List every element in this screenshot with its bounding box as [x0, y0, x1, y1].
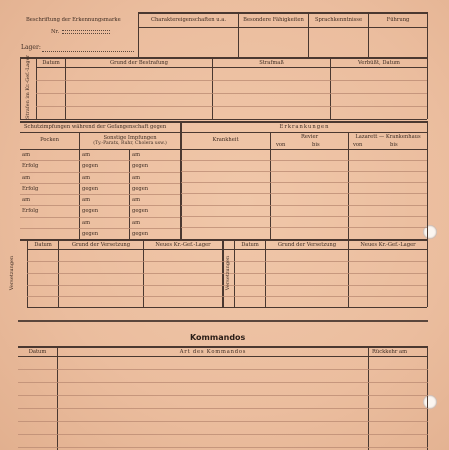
strafen-datum-header: Datum: [42, 60, 60, 66]
lager-field[interactable]: [42, 51, 134, 52]
nr-label: Nr.: [51, 29, 60, 35]
nr-field[interactable]: [62, 29, 110, 35]
impfung-cell[interactable]: gegen: [132, 185, 149, 192]
strafen-side-label: Strafen im Kr.-Gef.-Lager: [25, 55, 31, 119]
impfung-cell[interactable]: am: [132, 174, 141, 181]
impfung-cell[interactable]: am: [132, 219, 141, 226]
punch-hole-lower: [423, 395, 437, 409]
impfung-cell[interactable]: gegen: [132, 163, 149, 170]
impfung-cell[interactable]: am: [82, 219, 91, 226]
impfung-cell[interactable]: am: [82, 152, 91, 158]
fold-line: [18, 320, 428, 322]
impfung-cell[interactable]: am: [22, 197, 31, 203]
kommandos-rueckkehr-header: Rückkehr am: [372, 349, 407, 355]
kommandos-art-header: Art des Kommandos: [179, 349, 247, 355]
revier-header: Revier: [300, 134, 319, 140]
kommandos-datum-header: Datum: [28, 349, 47, 355]
impfung-cell[interactable]: Erfolg: [22, 208, 39, 215]
lazarett-header: Lazarett — Krankenhaus: [355, 134, 421, 140]
impfung-cell[interactable]: am: [132, 197, 141, 203]
impfung-cell[interactable]: gegen: [82, 185, 99, 192]
pocken-header: Pocken: [40, 137, 59, 143]
impfung-cell[interactable]: gegen: [132, 208, 149, 215]
strafen-grund-header: Grund der Bestrafung: [110, 60, 168, 66]
impfung-cell[interactable]: am: [22, 152, 31, 158]
sprachkenntnisse-header: Sprachkenntnisse: [314, 17, 363, 23]
impfungen-title: Schutzimpfungen während der Gefangenschaft gegen: [24, 124, 167, 130]
vers-datum-right: Datum: [241, 242, 259, 248]
impfung-cell[interactable]: Erfolg: [22, 163, 39, 170]
impfung-cell[interactable]: gegen: [82, 208, 99, 215]
lazarett-von: von: [353, 142, 363, 148]
versetzungen-side-label-right: Versetzungen: [225, 255, 231, 291]
sonstige-sub-header: (Ty.-Paratx, Ruhr, Cholera usw.): [93, 141, 167, 146]
revier-bis: bis: [312, 142, 320, 148]
impfung-cell[interactable]: gegen: [132, 230, 149, 237]
lager-label: Lager:: [21, 44, 41, 51]
fuehrung-header: Führung: [386, 17, 410, 23]
strafen-strafmass-header: Strafmaß: [259, 60, 284, 66]
faehigkeiten-header: Besondere Fähigkeiten: [243, 17, 304, 23]
impfung-cell[interactable]: am: [22, 174, 31, 181]
kommandos-title: Kommandos: [190, 333, 246, 342]
impfung-cell[interactable]: am: [82, 197, 91, 203]
impfung-cell[interactable]: am: [132, 152, 141, 158]
vers-neues-right: Neues Kr.-Gef.-Lager: [360, 242, 416, 248]
versetzungen-side-label-left: Versetzungen: [9, 255, 15, 291]
impfung-cell[interactable]: am: [82, 174, 91, 181]
revier-von: von: [276, 142, 286, 148]
vers-grund-right: Grund der Versetzung: [277, 242, 337, 248]
impfung-cell[interactable]: gegen: [82, 163, 99, 170]
charakter-header: Charaktereigenschaften u.a.: [150, 17, 226, 23]
strafen-verbuesst-header: Verbüßt, Datum: [358, 60, 400, 66]
lazarett-bis: bis: [390, 142, 398, 148]
vers-datum-left: Datum: [34, 242, 52, 248]
sonstige-header: Sonstige Impfungen: [103, 135, 157, 141]
vers-grund-left: Grund der Versetzung: [71, 242, 131, 248]
vers-neues-left: Neues Kr.-Gef.-Lager: [155, 242, 211, 248]
krankheit-header: Krankheit: [212, 137, 239, 143]
erkrankungen-title: Erkrankungen: [279, 124, 330, 130]
impfung-cell[interactable]: gegen: [82, 230, 99, 237]
impfung-cell[interactable]: Erfolg: [22, 185, 39, 192]
beschriftung-label: Beschriftung der Erkennungsmarke: [26, 17, 121, 23]
